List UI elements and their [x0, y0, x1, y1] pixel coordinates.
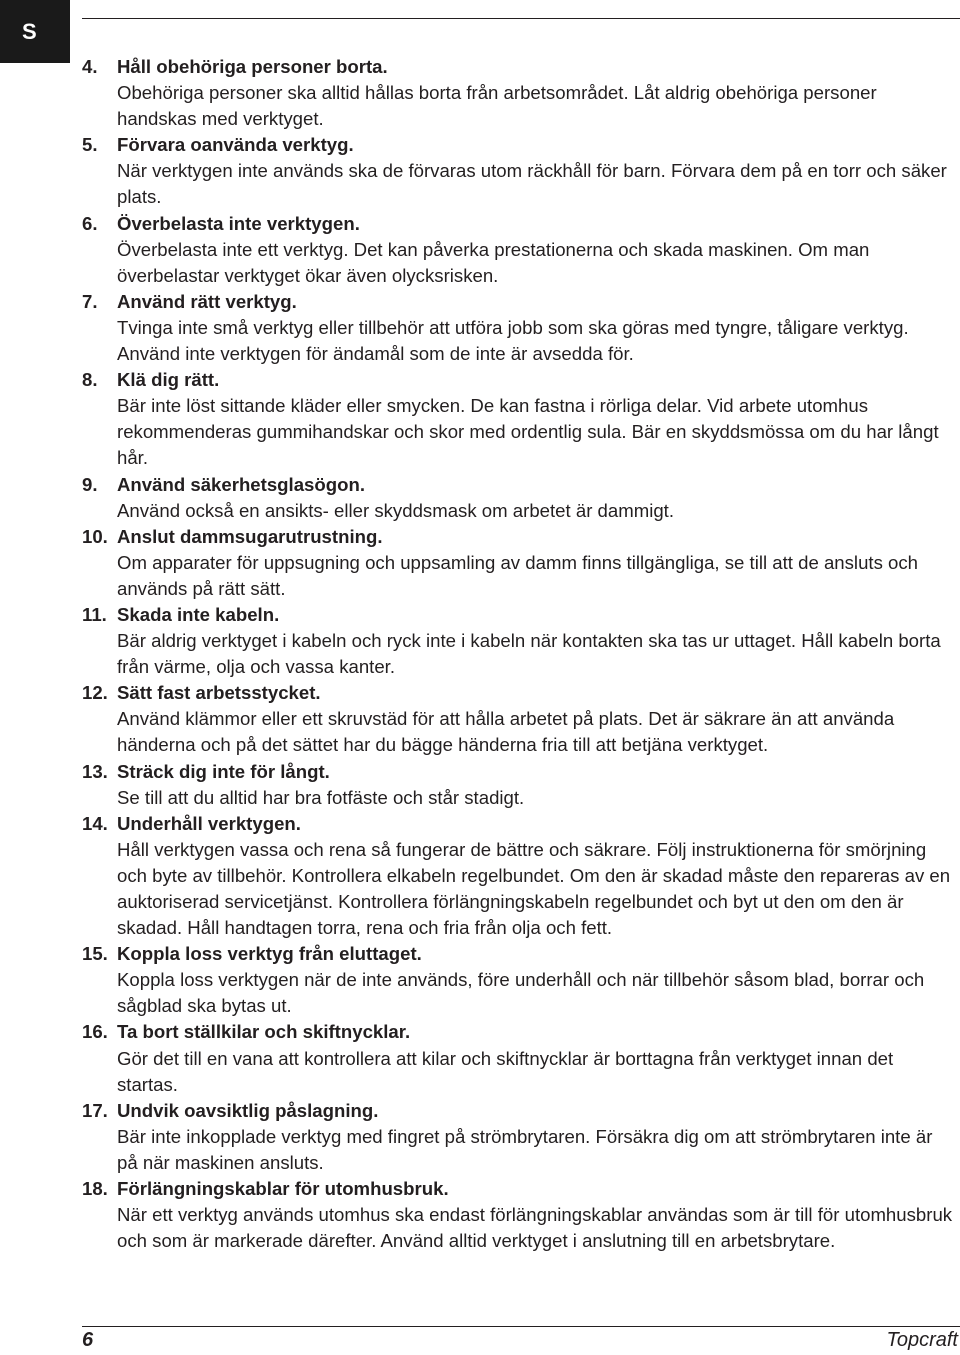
item-text: Bär aldrig verktyget i kabeln och ryck inte i kabeln när kontakten ska tas ur uttaget. Håll kabeln borta från värme, olja och vassa kanter. [117, 630, 941, 678]
list-item [82, 811, 957, 941]
item-heading: Undvik oavsiktlig påslagning. [117, 1099, 379, 1121]
item-text: När ett verktyg används utomhus ska endast förlängningskablar användas som är till för utomhusbruk och som är markerade därefter. Använd alltid verktyget i anslutning till en arbetsbrytare. [117, 1204, 953, 1252]
item-number: 10. [82, 525, 108, 547]
language-tab: S [0, 0, 70, 63]
item-number: 16. [82, 1021, 108, 1043]
item-text: Använd också en ansikts- eller skyddsmask om arbetet är dammigt. [117, 499, 675, 521]
item-number: 14. [82, 812, 108, 834]
item-text: Tvinga inte små verktyg eller tillbehör att utföra jobb som ska göras med tyngre, tåligare verktyg. Använd inte verktygen för ändamål som de inte är avsedda för. [117, 316, 909, 365]
item-text: Håll verktygen vassa och rena så fungerar de bättre och säkrare. Följ instruktionerna för smörjning och byte av tillbehör. Kontrollera elkabeln regelbundet. Om den är skadad måste den repareras av en auktoriserad servicetjänst. Kontrollera förlängningskabeln regelbundet och byt ut den om den är skadad. Håll handtagen torra, rena och fria från olja och fett. [117, 838, 951, 939]
item-number: 18. [82, 1178, 108, 1200]
list-item [82, 132, 957, 210]
item-heading: Håll obehöriga personer borta. [117, 56, 388, 77]
item-heading: Sträck dig inte för långt. [117, 760, 330, 782]
brand-name: Topcraft [886, 1329, 958, 1351]
list-item [82, 1098, 957, 1176]
list-item [82, 602, 957, 680]
item-heading: Klä dig rätt. [117, 369, 220, 391]
list-item [82, 680, 957, 758]
top-divider [82, 18, 960, 19]
item-text: Använd klämmor eller ett skruvstäd för att hålla arbetet på plats. Det är säkrare än att använda händerna och på det sättet har du bägge händerna fria till att betjäna verktyget. [117, 708, 895, 756]
item-text: Bär inte inkopplade verktyg med fingret på strömbrytaren. Försäkra dig om att strömbrytaren inte är på när maskinen ansluts. [117, 1125, 933, 1173]
item-number: 7. [82, 290, 98, 312]
item-heading: Överbelasta inte verktygen. [117, 212, 360, 234]
item-number: 8. [82, 369, 98, 391]
list-item [82, 1019, 957, 1097]
item-number: 15. [82, 943, 108, 965]
item-number: 6. [82, 212, 98, 234]
item-heading: Underhåll verktygen. [117, 812, 301, 834]
safety-instructions-list [82, 54, 957, 1254]
item-text: Om apparater för uppsugning och uppsamling av damm finns tillgängliga, se till att de ansluts och används på rätt sätt. [117, 551, 919, 599]
list-item [82, 1176, 957, 1254]
item-number: 4. [82, 56, 98, 77]
list-item [82, 524, 957, 602]
item-heading: Sätt fast arbetsstycket. [117, 682, 321, 704]
list-item [82, 759, 957, 811]
item-heading: Förvara oanvända verktyg. [117, 134, 354, 156]
item-number: 9. [82, 473, 98, 495]
item-text: Obehöriga personer ska alltid hållas borta från arbetsområdet. Låt aldrig obehöriga personer handskas med verktyget. [117, 82, 877, 130]
item-number: 12. [82, 682, 108, 704]
page-number: 6 [82, 1329, 94, 1351]
item-heading: Använd säkerhetsglasögon. [117, 473, 365, 495]
item-number: 17. [82, 1099, 108, 1121]
item-number: 11. [82, 603, 107, 625]
item-number: 13. [82, 760, 108, 782]
item-heading: Anslut dammsugarutrustning. [117, 525, 383, 547]
list-item [82, 367, 957, 471]
list-item [82, 54, 957, 132]
item-heading: Förlängningskablar för utomhusbruk. [117, 1178, 449, 1200]
item-heading: Använd rätt verktyg. [117, 290, 297, 312]
list-item [82, 211, 957, 289]
item-heading: Skada inte kabeln. [117, 603, 280, 625]
item-text: Se till att du alltid har bra fotfäste och står stadigt. [117, 786, 525, 808]
item-heading: Ta bort ställkilar och skiftnycklar. [117, 1021, 411, 1043]
list-item [82, 472, 957, 524]
item-text: När verktygen inte används ska de förvaras utom räckhåll för barn. Förvara dem på en torr och säker plats. [117, 160, 947, 208]
bottom-divider [82, 1326, 960, 1327]
item-text: Bär inte löst sittande kläder eller smycken. De kan fastna i rörliga delar. Vid arbete utomhus rekommenderas gummihandskar och skor med ordentlig sula. Bär en skyddsmössa om du har långt hår. [117, 395, 939, 469]
list-item [82, 941, 957, 1019]
item-heading: Koppla loss verktyg från eluttaget. [117, 943, 422, 965]
item-text: Koppla loss verktygen när de inte används, före underhåll och när tillbehör såsom blad, borrar och sågblad ska bytas ut. [117, 969, 925, 1017]
item-text: Överbelasta inte ett verktyg. Det kan påverka prestationerna och skada maskinen. Om man överbelastar verktyget ökar även olycksrisken. [117, 238, 870, 286]
item-number: 5. [82, 134, 98, 156]
item-text: Gör det till en vana att kontrollera att kilar och skiftnycklar är borttagna från verktyget innan det startas. [117, 1047, 894, 1095]
list-item [82, 289, 957, 367]
